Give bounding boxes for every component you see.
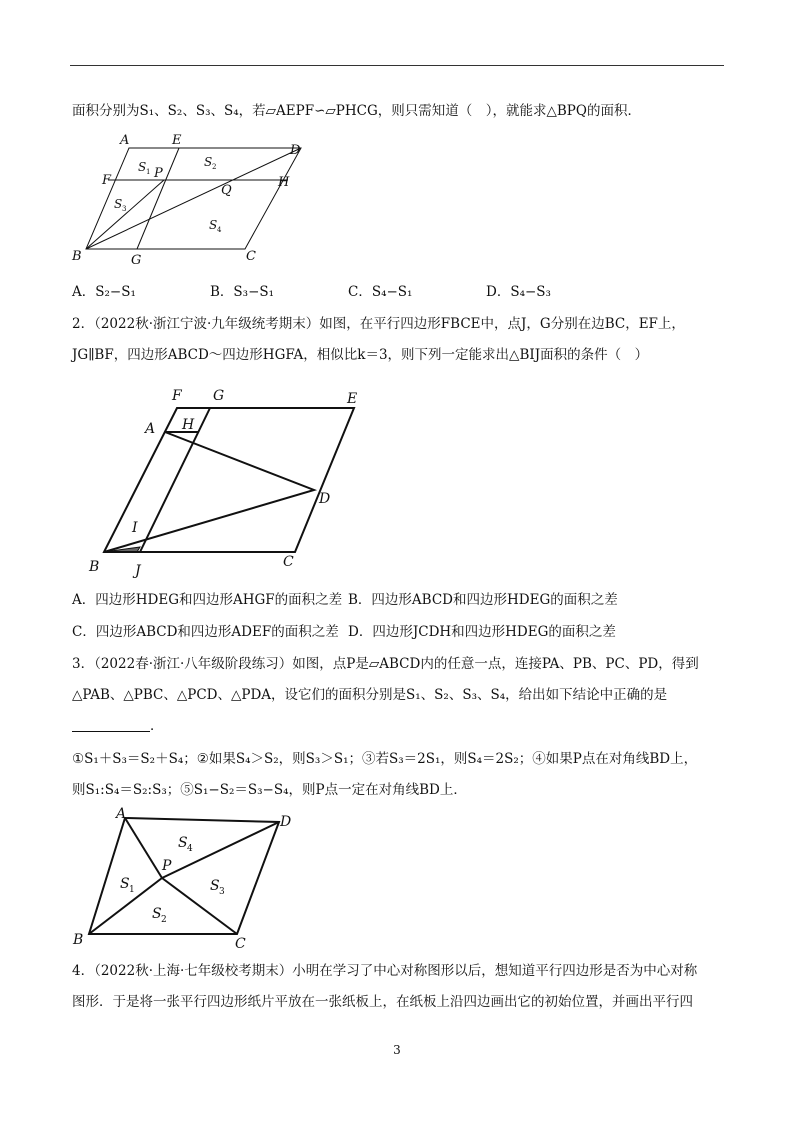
q1-label-d: D	[290, 143, 301, 158]
q1-stem: 面积分别为S₁、S₂、S₃、S₄，若▱AEPF∽▱PHCG，则只需知道（ ），就能求△BPQ的面积．	[72, 103, 641, 119]
q1-figure	[68, 128, 318, 268]
q1-label-s1-index: 1	[146, 168, 151, 176]
q2-option-d[interactable]: D．四边形JCDH和四边形HDEG的面积之差	[348, 624, 616, 640]
header-rule	[70, 65, 724, 66]
q1-label-f: F	[102, 173, 112, 188]
q1-label-s4-index: 4	[217, 226, 222, 234]
q4-stem-line2: 图形．于是将一张平行四边形纸片平放在一张纸板上，在纸板上沿四边画出它的初始位置，并画出平行四	[72, 994, 693, 1010]
q3-label-p: P	[162, 858, 172, 874]
q1-label-s4: S	[209, 218, 218, 232]
q2-option-b[interactable]: B．四边形ABCD和四边形HDEG的面积之差	[348, 592, 618, 608]
q2-label-e: E	[347, 391, 358, 407]
q2-stem-line1: 2．（2022秋·浙江宁波·九年级统考期末）如图，在平行四边形FBCE中，点J，G分别在边BC，EF上，	[72, 316, 685, 332]
q3-label-a: A	[116, 806, 127, 822]
q1-label-s1: S	[138, 160, 147, 174]
q1-label-p: P	[154, 166, 163, 181]
q1-label-h: H	[278, 175, 290, 190]
q3-label-s2: S	[152, 906, 162, 922]
q1-label-g: G	[131, 253, 142, 268]
q1-label-q: Q	[221, 183, 232, 198]
q3-stem-line2: △PAB、△PBC、△PCD、△PDA，设它们的面积分别是S₁、S₂、S₃、S₄，给出如下结论中正确的是	[72, 687, 668, 703]
q3-label-s1: S	[120, 876, 130, 892]
q2-label-a: A	[145, 421, 156, 437]
q4-stem-line1: 4．（2022秋·上海·七年级校考期末）小明在学习了中心对称图形以后，想知道平行四边形是否为中心对称	[72, 963, 698, 979]
q2-figure	[85, 380, 375, 580]
q3-label-s3-index: 3	[219, 887, 225, 897]
q3-stem-line1: 3．（2022春·浙江·八年级阶段练习）如图，点P是▱ABCD内的任意一点，连接PA、PB、PC、PD，得到	[72, 656, 699, 672]
q2-label-i: I	[132, 520, 138, 536]
q1-label-s2-index: 2	[212, 163, 217, 171]
q3-label-c: C	[235, 936, 246, 951]
q3-answer-blank[interactable]	[72, 717, 150, 732]
q1-label-c: C	[246, 249, 256, 264]
q2-label-j: J	[135, 563, 141, 579]
q1-option-c[interactable]: C．S₄−S₁	[348, 284, 413, 300]
q1-option-b[interactable]: B．S₃−S₁	[210, 284, 275, 300]
q3-label-s2-index: 2	[161, 915, 167, 925]
q3-conclusions-line2: 则S₁:S₄＝S₂:S₃；⑤S₁−S₂＝S₃−S₄，则P点一定在对角线BD上．	[72, 782, 467, 798]
q1-label-s2: S	[204, 155, 213, 169]
q2-label-d: D	[319, 491, 331, 507]
q1-label-s3-index: 3	[122, 205, 127, 213]
q2-option-c[interactable]: C．四边形ABCD和四边形ADEF的面积之差	[72, 624, 339, 640]
q1-option-d[interactable]: D．S₄−S₃	[486, 284, 551, 300]
q3-answer-line	[72, 716, 164, 736]
q2-label-g: G	[213, 388, 225, 404]
q2-label-f: F	[172, 388, 182, 404]
q2-stem-line2: JG∥BF，四边形ABCD～四边形HGFA，相似比k＝3，则下列一定能求出△BIJ面积的条件（ ）	[72, 347, 649, 363]
q1-label-s3: S	[114, 197, 123, 211]
q1-label-a: A	[120, 133, 130, 148]
q3-figure	[68, 806, 308, 951]
q2-label-b: B	[89, 559, 100, 575]
q1-label-e: E	[172, 133, 182, 148]
q3-label-d: D	[280, 814, 292, 830]
q1-label-b: B	[72, 249, 82, 264]
q3-label-s4: S	[178, 835, 188, 851]
q2-label-h: H	[182, 417, 195, 433]
q1-option-a[interactable]: A．S₂−S₁	[72, 284, 136, 300]
q3-stem-end: ．	[150, 718, 164, 734]
q3-label-b: B	[73, 932, 84, 948]
page-number: 3	[393, 1043, 401, 1057]
q2-label-c: C	[283, 554, 294, 570]
q3-conclusions-line1: ①S₁＋S₃＝S₂＋S₄；②如果S₄＞S₂，则S₃＞S₁；③若S₃＝2S₁，则S₄＝2S₂；④如果P点在对角线BD上，	[72, 751, 698, 767]
q2-option-a[interactable]: A．四边形HDEG和四边形AHGF的面积之差	[72, 592, 343, 608]
q3-label-s1-index: 1	[129, 885, 135, 895]
q3-label-s4-index: 4	[187, 844, 193, 854]
q3-label-s3: S	[210, 878, 220, 894]
